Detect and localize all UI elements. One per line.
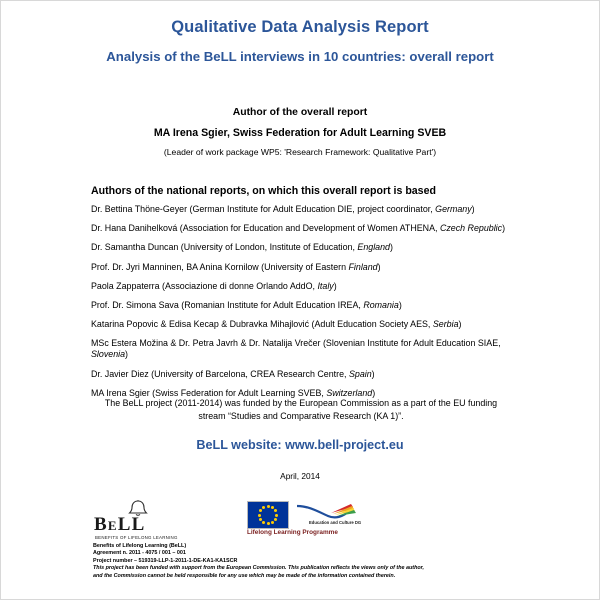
publication-date: April, 2014 (280, 471, 320, 481)
funding-statement: The BeLL project (2011-2014) was funded by the European Commission as a part of the EU funding stream “Studies and Comparative Research (KA 1)”. (104, 398, 498, 421)
national-report-author (91, 262, 519, 273)
author-affiliation-text: Prof. Dr. Simona Sava (Romanian Institute for Adult Education IREA, (91, 299, 364, 310)
author-country: Germany (435, 204, 472, 214)
author-affiliation-text: Dr. Samantha Duncan (University of London, Institute of Education, (91, 242, 358, 253)
eu-star-icon (258, 514, 261, 517)
author-country: England (357, 242, 390, 253)
author-affiliation-text: MSc Estera Možina & Dr. Petra Javrh & Dr. Natalija Vrečer (Slovenian Institute for Adult Education SIAE, (91, 338, 501, 349)
fineprint-project-name: Benefits of Lifelong Learning (BeLL) (93, 543, 187, 549)
eu-star-icon (274, 509, 277, 512)
education-culture-swoosh-icon (295, 502, 357, 520)
author-country: Czech Republic (439, 223, 503, 234)
national-reports-heading: Authors of the national reports, on which this overall report is based (91, 185, 436, 197)
eu-star-icon (267, 522, 270, 525)
author-name: MA Irena Sgier, Swiss Federation for Adult Learning SVEB (153, 127, 447, 139)
author-affiliation-text: Dr. Hana Danihelková (Association for Education and Development of Women ATHENA, (91, 223, 440, 234)
author-affiliation-text: Dr. Bettina Thöne-Geyer (German Institute for Adult Education DIE, project coordinator, (91, 204, 436, 214)
author-affiliation-text: Prof. Dr. Jyri Manninen, BA Anina Kornilow (University of Eastern (91, 261, 349, 272)
author-text-tail: ) (377, 261, 381, 272)
eu-star-icon (262, 506, 265, 509)
author-text-tail: ) (398, 299, 402, 310)
author-text-tail: ) (125, 349, 129, 360)
lifelong-learning-programme-logo (247, 501, 367, 541)
national-report-author (91, 223, 519, 234)
fineprint-disclaimer-line1: This project has been funded with support from the European Commission. This publication reflects the views only of the author, (93, 565, 424, 572)
author-affiliation-text: Paola Zappaterra (Associazione di donne Orlando AddO, (91, 280, 318, 291)
author-country: Spain (348, 368, 372, 379)
eu-dg-label: Education and Culture DG (309, 520, 362, 525)
fineprint-agreement-number: Agreement n. 2011 - 4075 / 001 – 001 (93, 550, 186, 557)
national-report-author (91, 281, 519, 292)
llp-programme-label: Lifelong Learning Programme (247, 529, 338, 536)
project-website[interactable]: BeLL website: www.bell-project.eu (196, 438, 404, 452)
page-subtitle: Analysis of the BeLL interviews in 10 countries: overall report (106, 49, 494, 64)
eu-star-icon (271, 521, 274, 524)
author-country: Serbia (432, 319, 459, 330)
author-country: Slovenia (91, 349, 126, 360)
author-role-note: (Leader of work package WP5: 'Research Framework: Qualitative Part') (163, 147, 437, 157)
national-report-author (91, 242, 519, 253)
author-country: Switzerland (326, 387, 373, 398)
page-title: Qualitative Data Analysis Report (171, 18, 429, 36)
eu-flag-icon (247, 501, 289, 529)
bell-logo (93, 499, 203, 543)
national-report-author (91, 338, 519, 360)
eu-star-icon (274, 518, 277, 521)
author-text-tail: ) (333, 280, 337, 291)
eu-star-icon (267, 505, 270, 508)
page-content (1, 1, 599, 599)
national-report-author (91, 204, 519, 215)
fineprint-disclaimer-line2: and the Commission cannot be held responsible for any use which may be made of the information contained therein. (93, 572, 396, 579)
eu-star-icon (259, 509, 262, 512)
footer-fineprint (93, 543, 543, 580)
author-text-tail: ) (471, 204, 475, 214)
author-country: Finland (348, 261, 378, 272)
national-report-author (91, 369, 519, 380)
author-text-tail: ) (458, 319, 462, 330)
national-report-author (91, 319, 519, 330)
bell-wordmark (94, 515, 146, 535)
eu-star-icon (262, 521, 265, 524)
bell-tagline: BENEFITS OF LIFELONG LEARNING (95, 535, 178, 540)
author-text-tail: ) (389, 242, 393, 253)
author-country: Italy (317, 280, 334, 291)
fineprint-project-number: Project number – 519319-LLP-1-2011-1-DE-KA1-KA1SCR (93, 557, 238, 564)
author-section-heading: Author of the overall report (232, 107, 368, 118)
author-country: Romania (363, 299, 399, 310)
author-text-tail: ) (371, 368, 375, 379)
author-affiliation-text: MA Irena Sgier (Swiss Federation for Adult Learning SVEB, (91, 387, 327, 398)
author-affiliation-text: Katarina Popovic & Edisa Kecap & Dubravka Mihajlović (Adult Education Society AES, (91, 319, 433, 330)
eu-star-icon (275, 514, 278, 517)
author-text-tail: ) (502, 223, 506, 234)
author-affiliation-text: Dr. Javier Diez (University of Barcelona, CREA Research Centre, (91, 368, 349, 379)
bell-wordmark-b: B (94, 514, 108, 535)
author-text-tail: ) (372, 387, 376, 398)
national-report-author (91, 300, 519, 311)
bell-wordmark-ll: LL (117, 514, 146, 535)
bell-wordmark-e: E (107, 518, 118, 533)
national-reports-list (91, 204, 519, 407)
